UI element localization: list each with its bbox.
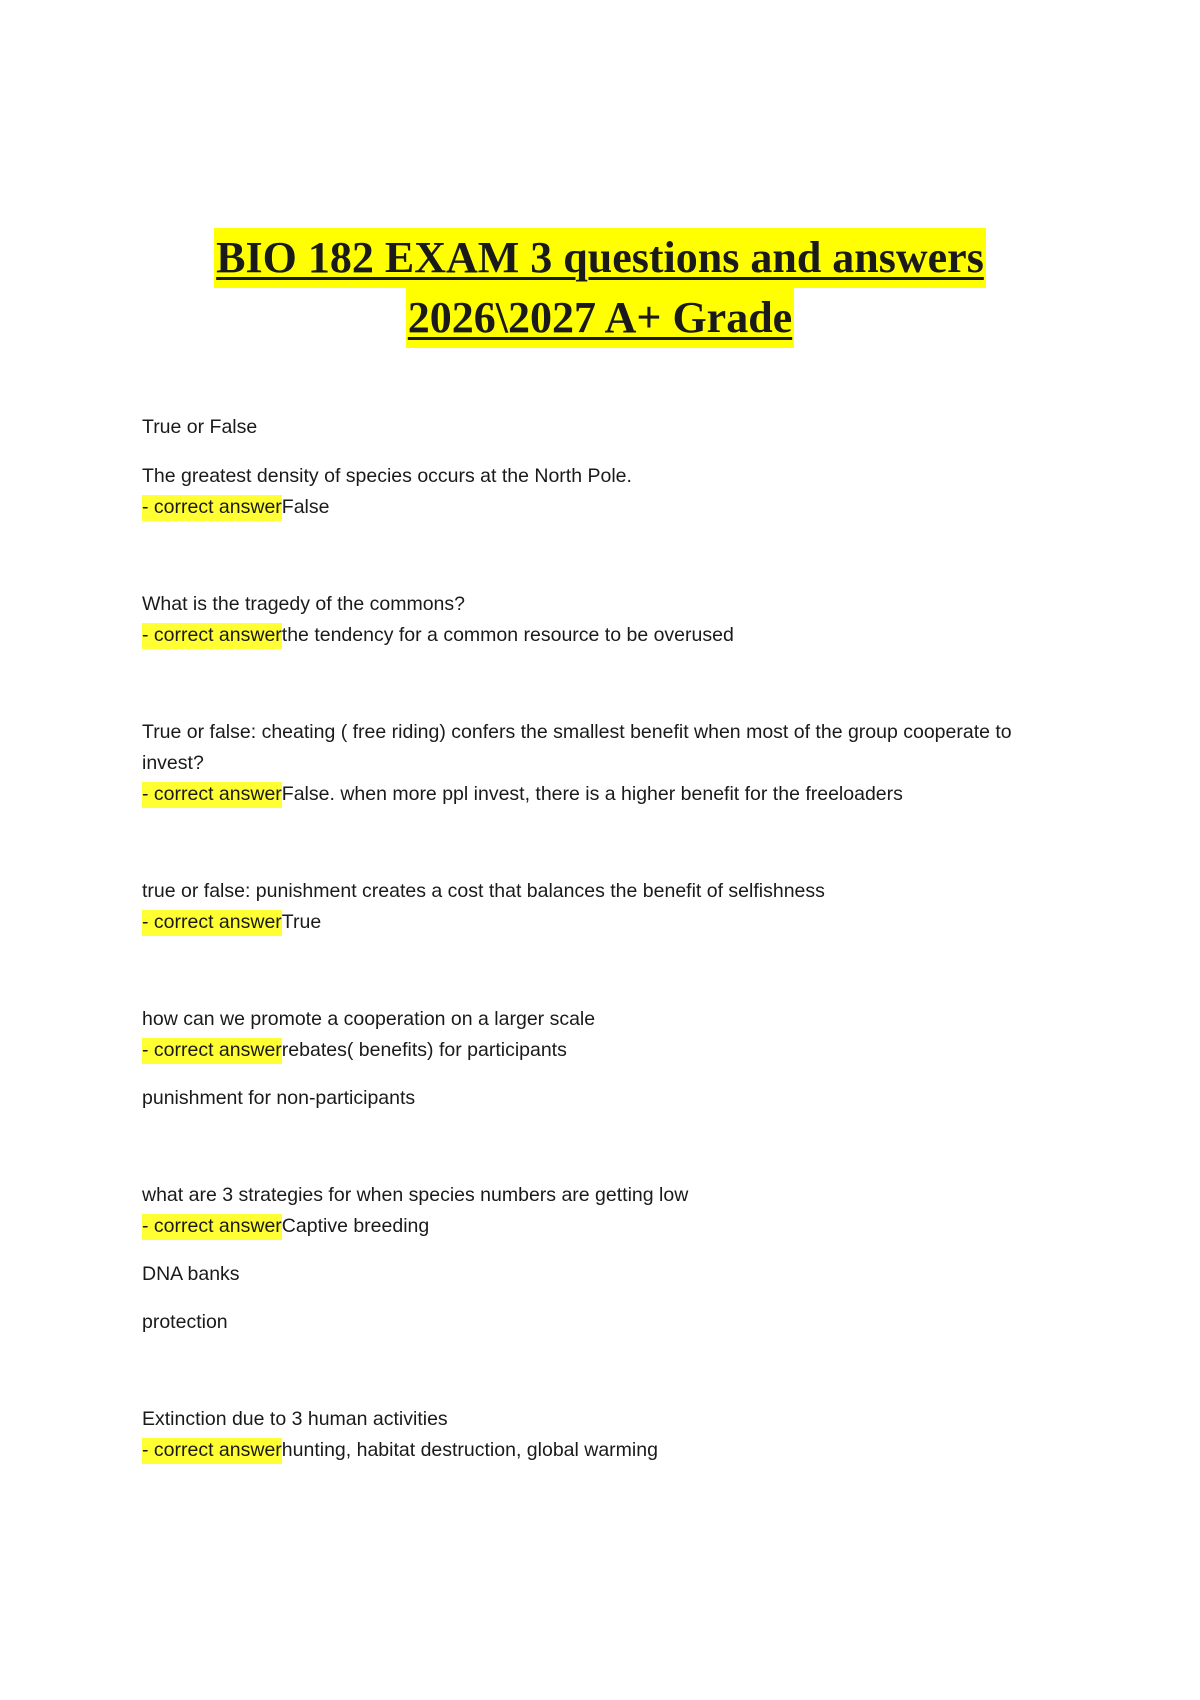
answer-line xyxy=(142,492,1062,523)
qa-item xyxy=(142,1404,1062,1466)
answer-text: False xyxy=(281,496,330,518)
answer-text: True xyxy=(281,911,322,933)
answer-text: hunting, habitat destruction, global warming xyxy=(281,1439,658,1461)
correct-answer-label: - correct answer xyxy=(142,782,282,808)
correct-answer-label: - correct answer xyxy=(142,1214,282,1240)
correct-answer-label: - correct answer xyxy=(142,910,282,936)
document-title xyxy=(0,228,1200,348)
qa-item xyxy=(142,717,1062,810)
answer-extra-line: protection xyxy=(142,1311,228,1333)
question-text: what are 3 strategies for when species numbers are getting low xyxy=(142,1184,689,1206)
question-text: True or false: cheating ( free riding) confers the smallest benefit when most of the group cooperate to invest? xyxy=(142,721,1012,774)
question-text: What is the tragedy of the commons? xyxy=(142,593,465,615)
qa-item xyxy=(142,461,1062,523)
answer-line xyxy=(142,779,1062,810)
answer-extra-line: punishment for non-participants xyxy=(142,1087,416,1109)
question-text: true or false: punishment creates a cost that balances the benefit of selfishness xyxy=(142,880,825,902)
answer-text: Captive breeding xyxy=(281,1215,430,1237)
question-text: The greatest density of species occurs at the North Pole. xyxy=(142,465,632,487)
qa-item xyxy=(142,1004,1062,1114)
qa-item xyxy=(142,589,1062,651)
correct-answer-label: - correct answer xyxy=(142,623,282,649)
correct-answer-label: - correct answer xyxy=(142,1438,282,1464)
answer-line xyxy=(142,1211,1062,1242)
title-line-1: BIO 182 EXAM 3 questions and answers xyxy=(214,228,986,288)
section-intro: True or False xyxy=(142,416,258,438)
answer-text: the tendency for a common resource to be overused xyxy=(281,624,734,646)
correct-answer-label: - correct answer xyxy=(142,1038,282,1064)
qa-content xyxy=(142,412,1062,1466)
qa-item xyxy=(142,876,1062,938)
answer-line xyxy=(142,1035,1062,1066)
question-text: how can we promote a cooperation on a larger scale xyxy=(142,1008,596,1030)
answer-line xyxy=(142,1435,1062,1466)
answer-extra-line: DNA banks xyxy=(142,1263,240,1285)
title-line-2: 2026\2027 A+ Grade xyxy=(406,288,794,348)
question-text: Extinction due to 3 human activities xyxy=(142,1408,448,1430)
correct-answer-label: - correct answer xyxy=(142,495,282,521)
answer-text: False. when more ppl invest, there is a higher benefit for the freeloaders xyxy=(281,783,903,805)
answer-line xyxy=(142,620,1062,651)
qa-item xyxy=(142,1180,1062,1338)
answer-text: rebates( benefits) for participants xyxy=(281,1039,567,1061)
qa-list xyxy=(142,461,1062,1466)
answer-line xyxy=(142,907,1062,938)
